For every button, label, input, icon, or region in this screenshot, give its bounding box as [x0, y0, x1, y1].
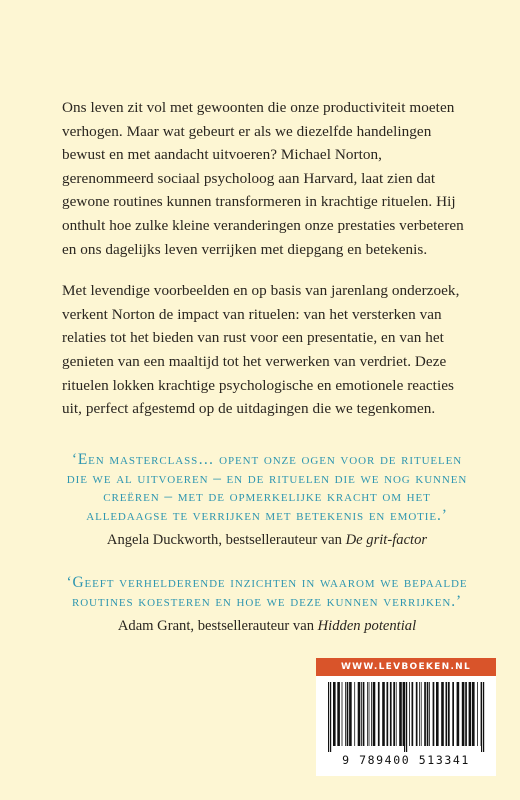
back-cover-text	[62, 96, 472, 636]
barcode-panel	[316, 658, 496, 776]
isbn-number: 9 789400 513341	[342, 753, 470, 767]
quote-text: ‘Een masterclass… opent onze ogen voor de rituelen die we al uitvoeren – en de rituelen die we nog kunnen creëren – met de opmerkelijke kracht om het alledaagse te verrijken met betekenis en emotie.’	[66, 450, 468, 525]
attribution-author: Adam Grant, bestsellerauteur van	[117, 617, 318, 634]
description-paragraph-2: Met levendige voorbeelden en op basis van jarenlang onderzoek, verkent Norton de impact van rituelen: van het versterken van relaties tot het bieden van rust voor een presentatie, en van het genieten van een maaltijd tot het verwerken van verdriet. Deze rituelen lokken krachtige psychologische en emotionele reacties uit, perfect afgestemd op de uitdagingen die we tegenkomen.	[62, 282, 460, 418]
description-paragraph-1: Ons leven zit vol met gewoonten die onze productiviteit moeten verhogen. Maar wat gebeurt er als we diezelfde handelingen bewust en met aandacht uitvoeren? Michael Norton, gerenommeerd sociaal psycholoog aan Harvard, laat zien dat gewone routines kunnen transformeren in krachtige rituelen. Hij onthult hoe zulke kleine veranderingen onze prestaties verbeteren en ons dagelijks leven verrijken met diepgang en betekenis.	[62, 99, 464, 258]
quote-attribution	[62, 616, 472, 636]
barcode-icon	[324, 682, 488, 752]
review-quote-1	[62, 451, 472, 550]
attribution-author: Angela Duckworth, bestsellerauteur van	[106, 531, 346, 548]
attribution-book-title: De grit-factor	[345, 531, 428, 548]
quote-attribution	[62, 530, 472, 550]
publisher-url: WWW.LEVBOEKEN.NL	[316, 658, 496, 676]
quote-text: ‘Geeft verhelderende inzichten in waarom we bepaalde routines koesteren en hoe we deze kunnen verrijken.’	[66, 573, 468, 610]
review-quote-2	[62, 574, 472, 636]
attribution-book-title: Hidden potential	[317, 617, 417, 634]
